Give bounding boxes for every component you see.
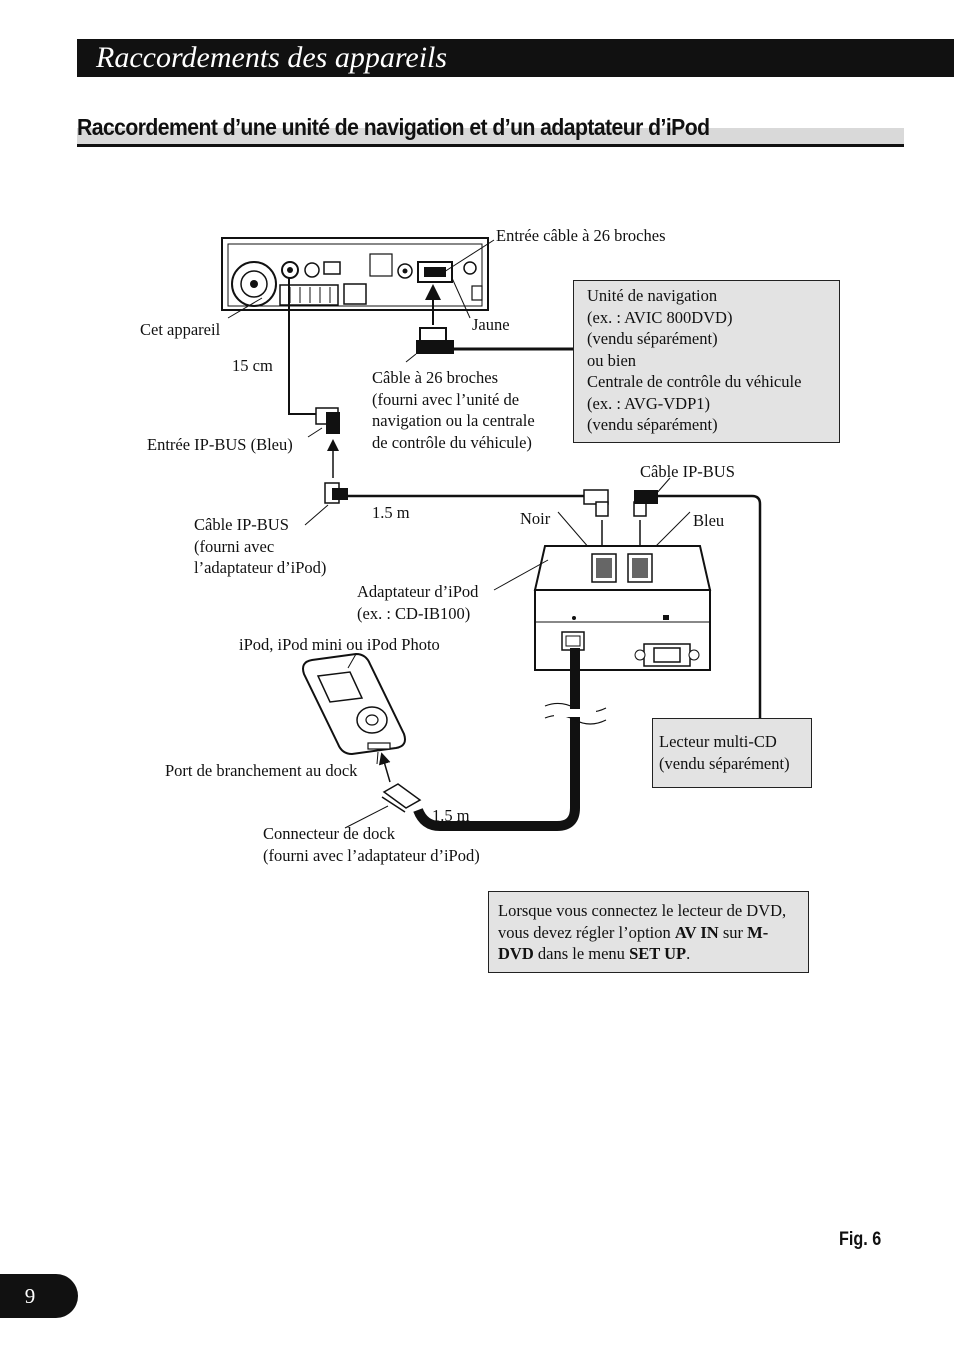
section-title: Raccordement d’une unité de navigation et d’un adaptateur d’iPod <box>77 114 710 140</box>
chapter-title: Raccordements des appareils <box>96 41 448 74</box>
label-ipbus-input: Entrée IP-BUS (Bleu) <box>147 435 293 454</box>
label-ipbus-cable-right: Câble IP-BUS <box>640 462 735 481</box>
nav-box-line-5: Centrale de contrôle du véhicule <box>587 372 802 391</box>
nav-box-line-4: ou bien <box>587 350 637 370</box>
label-dock-connector-line1: Connecteur de dock <box>263 824 395 843</box>
page-number: 9 <box>24 1284 36 1308</box>
label-blue: Bleu <box>693 511 725 530</box>
nav-box-line-6: (ex. : AVG-VDP1) <box>587 393 710 413</box>
note-text-1: Lorsque vous connectez le lecteur de DVD, vous devez régler l’option <box>498 901 787 942</box>
label-ipbus-cable-left-line3: l’adaptateur d’iPod) <box>194 558 327 577</box>
ipod-device <box>303 654 405 754</box>
note-av-in: AV IN <box>674 922 719 942</box>
label-26pin-input: Entrée câble à 26 broches <box>496 226 666 245</box>
label-yellow: Jaune <box>472 315 510 334</box>
ipod-adapter-unit <box>535 546 710 670</box>
label-ipod-adapter <box>357 581 478 624</box>
multi-cd-box <box>652 718 812 788</box>
navigation-unit-box <box>573 280 840 443</box>
label-dock-connector-line2: (fourni avec l’adaptateur d’iPod) <box>263 845 480 865</box>
note-set-up: SET UP <box>629 944 687 963</box>
label-ipod-adapter-line1: Adaptateur d’iPod <box>357 582 479 601</box>
cd-box-line-1: Lecteur multi-CD <box>659 732 777 751</box>
ipbus-cable-plug-left <box>325 483 348 503</box>
note-text-3: dans le menu <box>533 944 630 963</box>
cd-box-line-2: (vendu séparément) <box>659 753 790 773</box>
nav-box-line-1: Unité de navigation <box>587 286 718 305</box>
dock-connector <box>382 784 420 812</box>
label-ipod-adapter-line2: (ex. : CD-IB100) <box>357 603 471 623</box>
nav-box-line-3: (vendu séparément) <box>587 329 718 348</box>
label-this-unit: Cet appareil <box>140 320 221 339</box>
label-26pin-cable <box>372 367 535 453</box>
note-text-2: sur <box>718 922 748 942</box>
label-26pin-cable-line3: navigation ou la centrale <box>372 411 535 430</box>
label-ipbus-cable-left <box>194 514 326 579</box>
ipbus-plug-black <box>584 490 608 516</box>
label-ipbus-cable-left-line2: (fourni avec <box>194 536 275 556</box>
label-1-5m-bottom: 1.5 m <box>432 806 470 825</box>
label-black: Noir <box>520 509 551 528</box>
note-text-4: . <box>686 944 691 963</box>
figure-label: Fig. 6 <box>839 1229 882 1250</box>
label-ipod-models: iPod, iPod mini ou iPod Photo <box>239 635 440 654</box>
label-15cm: 15 cm <box>232 356 273 375</box>
label-26pin-cable-line4: de contrôle du véhicule) <box>372 432 532 452</box>
label-dock-connector <box>263 823 480 866</box>
26pin-plug <box>406 328 454 362</box>
label-26pin-cable-line1: Câble à 26 broches <box>372 368 498 387</box>
label-1-5m-top: 1.5 m <box>372 503 410 522</box>
label-dock-port: Port de branchement au dock <box>165 761 358 780</box>
nav-box-line-2: (ex. : AVIC 800DVD) <box>587 307 733 327</box>
nav-box-line-7: (vendu séparément) <box>587 415 718 434</box>
note-m-dvd: M-DVD <box>498 922 769 963</box>
ipbus-plug-blue <box>634 490 658 516</box>
head-unit <box>222 238 488 310</box>
label-ipbus-cable-left-line1: Câble IP-BUS <box>194 515 289 534</box>
label-26pin-cable-line2: (fourni avec l’unité de <box>372 389 520 409</box>
dvd-setting-note <box>488 891 809 973</box>
